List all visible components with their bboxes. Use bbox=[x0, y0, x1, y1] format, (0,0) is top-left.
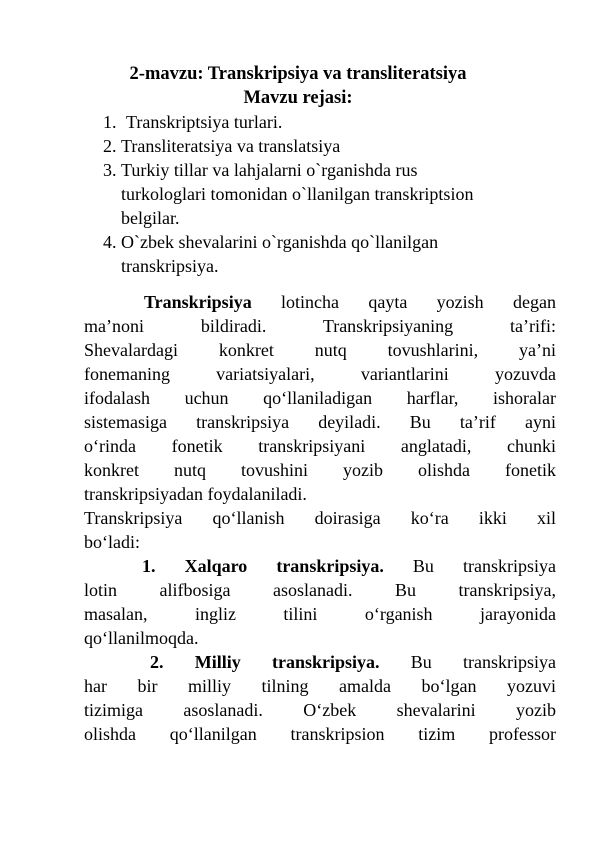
text-line: qo‘llanilmoqda. bbox=[84, 628, 199, 648]
text-line: Shevalardagi konkret nutq tovushlarini, ya’ni bbox=[84, 340, 556, 360]
subheading-bold: 2. Milliy transkripsiya. bbox=[150, 652, 380, 672]
text-line: har bir milliy tilning amalda bo‘lgan yozuvi bbox=[84, 676, 556, 696]
text-line: sistemasiga transkripsiya deyiladi. Bu ta’rif ayni bbox=[84, 412, 556, 432]
text-line: konkret nutq tovushini yozib olishda fonetik bbox=[84, 460, 556, 480]
text-line: ma’noni bildiradi. Transkripsiyaning ta’rifi: bbox=[84, 316, 556, 336]
text-line: Transkripsiya qo‘llanish doirasiga ko‘ra ikki xil bbox=[84, 508, 556, 528]
plan-item-number: 1. bbox=[103, 112, 117, 132]
plan-item-text: belgilar. bbox=[121, 208, 180, 228]
text-line: fonemaning variatsiyalari, variantlarini yozuvda bbox=[84, 364, 556, 384]
text-line: o‘rinda fonetik transkripsiyani anglatadi, chunki bbox=[84, 436, 556, 456]
text-line: 2. Milliy transkripsiya. Bu transkripsiya bbox=[150, 652, 556, 672]
plan-item-text: O`zbek shevalarini o`rganishda qo`llanilgan bbox=[121, 232, 439, 252]
plan-item-text: turkologlari tomonidan o`llanilgan transkriptsion bbox=[121, 184, 474, 204]
plan-item-text: Transliteratsiya va translatsiya bbox=[121, 136, 341, 156]
page-title: 2-mavzu: Transkripsiya va transliteratsiya bbox=[129, 64, 467, 84]
plan-item-text: Transkriptsiya turlari. bbox=[126, 112, 283, 132]
plan-item-number: 2. bbox=[103, 136, 117, 156]
plan-heading: Mavzu rejasi: bbox=[243, 88, 353, 108]
text-line: ifodalash uchun qo‘llaniladigan harflar, ishoralar bbox=[84, 388, 556, 408]
text-line: lotin alifbosiga asoslanadi. Bu transkripsiya, bbox=[84, 580, 556, 600]
term-bold: Transkripsiya bbox=[144, 292, 252, 312]
text-line: tizimiga asoslanadi. O‘zbek shevalarini yozib bbox=[84, 700, 556, 720]
plan-item-text: Turkiy tillar va lahjalarni o`rganishda rus bbox=[121, 160, 418, 180]
text-line: 1. Xalqaro transkripsiya. Bu transkripsiya bbox=[142, 556, 556, 576]
text-line: masalan, ingliz tilini o‘rganish jarayonida bbox=[84, 604, 556, 624]
text-line: transkripsiyadan foydalaniladi. bbox=[84, 484, 307, 504]
subheading-bold: 1. Xalqaro transkripsiya. bbox=[142, 556, 384, 576]
plan-item-number: 4. bbox=[103, 232, 117, 252]
text-line: olishda qo‘llanilgan transkripsion tizim professor bbox=[84, 724, 556, 744]
plan-item-number: 3. bbox=[103, 160, 117, 180]
plan-item-text: transkripsiya. bbox=[121, 256, 219, 276]
text-line: Transkripsiya lotincha qayta yozish degan bbox=[144, 292, 556, 312]
text-line: bo‘ladi: bbox=[84, 532, 140, 552]
